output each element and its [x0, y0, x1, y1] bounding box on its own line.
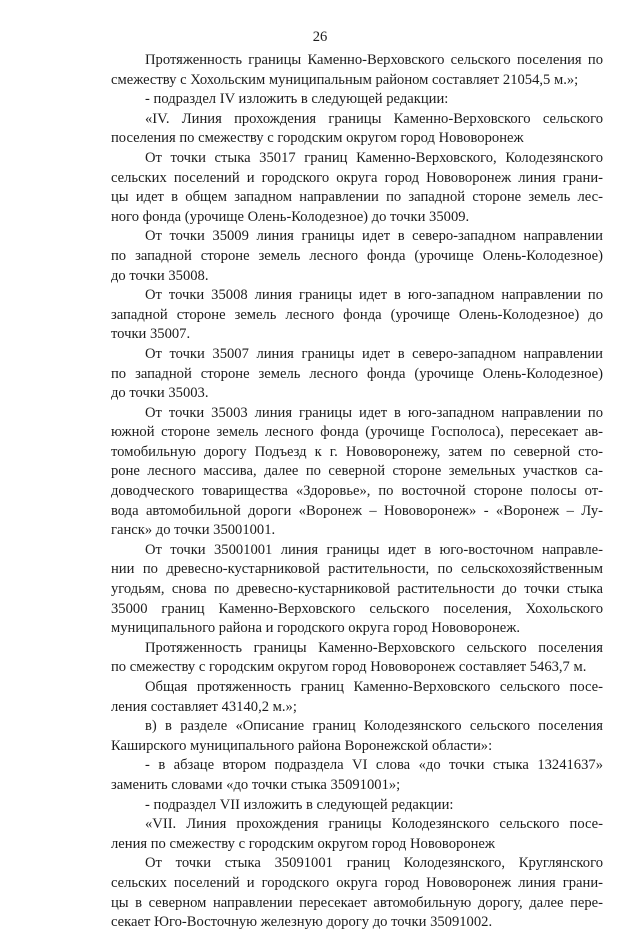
text-line: ганск» до точки 35001001. — [111, 522, 276, 539]
text-line: «IV. Линия прохождения границы Каменно-Верховского сельского — [145, 110, 603, 127]
text-line: От точки 35008 линия границы идет в юго-западном направлении по — [145, 287, 603, 304]
text-line: - подраздел VII изложить в следующей редакции: — [145, 796, 454, 813]
paragraph — [111, 541, 603, 639]
paragraph — [111, 345, 603, 404]
page-number: 26 — [312, 29, 328, 45]
text-line: сельских поселений и городского округа город Нововоронеж линия грани- — [111, 874, 603, 891]
paragraph — [111, 854, 603, 932]
text-line: роне лесного массива, далее по северной стороне земельных участков са- — [111, 463, 603, 480]
text-line: Общая протяженность границ Каменно-Верховского сельского посе- — [145, 679, 603, 695]
text-line: - подраздел IV изложить в следующей редакции: — [145, 91, 449, 108]
text-line: до точки 35008. — [111, 267, 209, 284]
text-line: ного фонда (урочище Олень-Колодезное) до точки 35009. — [111, 208, 470, 225]
text-line: угодьям, снова по древесно-кустарниковой растительности до точки стыка — [111, 581, 603, 598]
text-line: ления составляет 43140,2 м.»; — [111, 698, 297, 715]
text-line: муниципального района и городского округа город Нововоронеж. — [111, 620, 520, 637]
text-line: От точки стыка 35091001 границ Колодезянского, Круглянского — [145, 855, 603, 872]
text-line: до точки 35003. — [111, 385, 209, 402]
document-body — [111, 51, 603, 933]
text-line: доводческого товарищества «Здоровье», по восточной стороне полосы от- — [111, 483, 603, 500]
text-line: поселения по смежеству с городским округом город Нововоронеж — [111, 130, 524, 147]
text-line: в) в разделе «Описание границ Колодезянского сельского поселения — [145, 718, 603, 735]
text-line: томобильную дорогу Подъезд к г. Нововоронежу, затем по северной сто- — [111, 443, 603, 460]
text-line: От точки 35009 линия границы идет в северо-западном направлении — [145, 228, 603, 245]
text-line: 35000 границ Каменно-Верховского сельского поселения, Хохольского — [111, 600, 603, 617]
text-line: западной стороне земель лесного фонда (урочище Олень-Колодезное) до — [111, 306, 603, 323]
text-line: по западной стороне земель лесного фонда (урочище Олень-Колодезное) — [111, 365, 603, 382]
text-line: От точки 35007 линия границы идет в северо-западном направлении — [145, 345, 603, 362]
paragraph — [111, 51, 603, 90]
text-line: по смежеству с городским округом город Нововоронеж составляет 5463,7 м. — [111, 659, 587, 676]
text-line: Каширского муниципального района Воронежской области»: — [111, 737, 493, 754]
text-line: секает Юго-Восточную железную дорогу до точки 35091002. — [111, 914, 493, 931]
text-line: по западной стороне земель лесного фонда (урочище Олень-Колодезное) — [111, 247, 603, 264]
paragraph — [111, 404, 603, 541]
paragraph — [111, 149, 603, 227]
paragraph — [111, 815, 603, 854]
paragraph — [111, 796, 603, 816]
text-line: цы в северном направлении пересекает автомобильную дорогу, далее пере- — [111, 894, 603, 911]
text-line: От точки 35001001 линия границы идет в юго-восточном направле- — [145, 541, 603, 558]
text-line: сельских поселений и городского округа город Нововоронеж линия грани- — [111, 169, 603, 186]
text-line: Протяженность границы Каменно-Верховского сельского поселения по — [145, 52, 603, 68]
text-line: ления по смежеству с городским округом город Нововоронеж — [111, 835, 495, 852]
text-line: Протяженность границы Каменно-Верховского сельского поселения — [145, 639, 603, 656]
text-line: От точки стыка 35017 границ Каменно-Верховского, Колодезянского — [145, 149, 603, 166]
paragraph — [111, 90, 603, 110]
paragraph — [111, 717, 603, 756]
paragraph — [111, 227, 603, 286]
text-line: смежеству с Хохольским муниципальным районом составляет 21054,5 м.»; — [111, 71, 579, 88]
paragraph — [111, 110, 603, 149]
text-line: вода автомобильной дороги «Воронеж – Нововоронеж» - «Воронеж – Лу- — [111, 502, 603, 519]
text-line: южной стороне земель лесного фонда (урочище Госполоса), пересекает ав- — [111, 424, 603, 441]
text-line: цы идет в общем западном направлении по западной стороне земель лес- — [111, 189, 603, 206]
paragraph — [111, 678, 603, 717]
paragraph — [111, 639, 603, 678]
text-line: нии по древесно-кустарниковой растительности, по сельскохозяйственным — [111, 561, 603, 578]
text-line: От точки 35003 линия границы идет в юго-западном направлении по — [145, 404, 603, 421]
text-line: - в абзаце втором подраздела VI слова «до точки стыка 13241637» — [145, 757, 603, 774]
text-line: заменить словами «до точки стыка 35091001»; — [111, 776, 401, 793]
paragraph — [111, 756, 603, 795]
text-line: точки 35007. — [111, 326, 191, 343]
paragraph — [111, 286, 603, 345]
text-line: «VII. Линия прохождения границы Колодезянского сельского посе- — [145, 816, 603, 833]
